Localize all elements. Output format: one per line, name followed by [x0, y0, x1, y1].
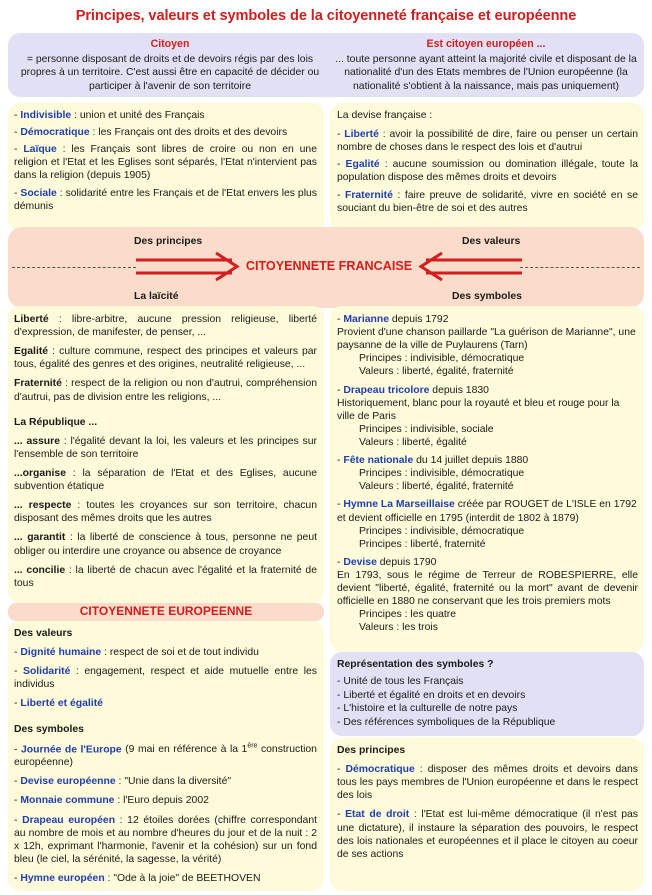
devise-liberte: - Liberté : avoir la possibilité de dire, faire ou penser un certain nombre de choses dans le respect des lois et d'autrui	[337, 129, 638, 154]
symbole-description: Provient d'une chanson paillarde "La guérison de Marianne", une paysanne de la ville de Puylaurens (Tarn)	[337, 327, 636, 352]
europe-valeur-term: Solidarité	[23, 666, 71, 678]
principe-ue-democratique: - Démocratique : disposer des mêmes droits et devoirs dans tous les pays membres de l'Union européenne et dans le respect des lois	[337, 764, 638, 802]
europe-symbole-hymne: - Hymne européen : "Ode à la joie" de BEETHOVEN	[14, 873, 261, 884]
devise-intro: La devise française :	[337, 110, 433, 121]
symbole-devise	[337, 556, 638, 635]
republique-text: : la liberté de chacun avec l'égalité et la fraternité de tous	[14, 564, 317, 589]
devise-term: Liberté	[344, 129, 379, 141]
europe-symbole-text: : "Unie dans la diversité"	[115, 776, 232, 788]
principe-ue-term: Etat de droit	[345, 809, 410, 821]
principe-text: : les Français sont libres de croire ou non en une religion et l'Etat et les Eglises sont séparés, l'Etat n'intervient pas dans la religion (depuis 1905)	[14, 144, 317, 182]
symbole-valeurs: Principes : liberté, fraternité	[359, 538, 486, 550]
citoyennete-europeenne-title: CITOYENNETE EUROPEENNE	[79, 604, 253, 618]
symbole-term: Fête nationale	[343, 455, 414, 467]
principe-text: : union et unité des Français	[71, 110, 205, 121]
europe-valeur-text: : engagement, respect et aide mutuelle entre les individus	[14, 666, 317, 691]
devise-text: : aucune soumission ou domination illégale, toute la population dispose des mêmes droits et devoirs	[337, 159, 638, 184]
europe-symbole-term: Monnaie commune	[20, 795, 115, 807]
representation-item: - Des références symboliques de la République	[337, 716, 556, 728]
citoyen-text: = personne disposant de droits et de devoirs régis par des lois propres à un territoire. C'est aussi être en capacité de décider ou participer à l'avenir de son territoire	[20, 54, 320, 92]
republique-term: ... assure	[14, 435, 60, 447]
symbole-term: Devise	[343, 556, 377, 568]
europe-valeur-term: Dignité humaine	[20, 647, 102, 659]
principe-term: Sociale	[20, 187, 57, 199]
republique-garantit	[14, 531, 317, 557]
representation-title: Représentation des symboles ?	[337, 659, 494, 670]
europe-valeur-solidarite: - Solidarité : engagement, respect et aide mutuelle entre les individus	[14, 666, 317, 691]
citoyennete-francaise-label: CITOYENNETE FRANCAISE	[245, 259, 413, 273]
symbole-marianne	[337, 313, 638, 379]
laicite-term: Fraternité	[14, 378, 62, 390]
europe-symbole-text: : "Ode à la joie" de BEETHOVEN	[104, 873, 261, 884]
principe-laique: - Laïque : les Français sont libres de croire ou non en une religion et l'Etat et les Eglises sont séparés, l'Etat n'intervient pas dans la religion (depuis 1905)	[14, 144, 317, 182]
europe-valeur-dignite: - Dignité humaine : respect de soi et de tout individu	[14, 647, 259, 659]
principe-term: Indivisible	[20, 110, 72, 121]
europe-symbole-devise: - Devise européenne : "Unie dans la diversité"	[14, 776, 232, 788]
principe-ue-text: : disposer des mêmes droits et devoirs dans tous les pays membres de l'Union européenne et dans le respect des lois	[337, 764, 638, 802]
europe-symbole-drapeau: - Drapeau européen : 12 étoiles dorées (chiffre correspondant au nombre de mois et au nombre d'heures du jour et de la nuit : 2 x 12h, exprimant l'harmonie, l'avenir et la cohésion) sur un fond bleu (le ciel, la sérénité, la sagesse, la vérité)	[14, 814, 317, 865]
laicite-liberte	[14, 313, 317, 339]
citoyen-definition	[14, 38, 326, 93]
devise-fraternite: - Fraternité : faire preuve de solidarité, vivre en société en se souciant du bien-être de soi et des autres	[337, 189, 638, 214]
symbole-rest: depuis 1790	[376, 556, 437, 568]
republique-term: ... respecte	[14, 500, 72, 512]
devise-term: Fraternité	[344, 189, 393, 201]
symbole-valeurs: Valeurs : les trois	[359, 622, 438, 634]
symbole-marseillaise	[337, 498, 638, 550]
symbole-description: En 1793, sous le régime de Terreur de ROBESPIERRE, elle devient "liberté, égalité, fraternité ou la mort" avant de devenir officielle en 1880 ne conservant que les trois premiers mots	[337, 569, 638, 608]
europe-valeurs-title: Des valeurs	[14, 628, 73, 639]
symbole-heading: - Hymne La Marseillaise créée par ROUGET de L'ISLE en 1792 et devient officielle en 1795 (interdit de 1802 à 1879)	[337, 499, 637, 524]
principes-ue-content	[337, 744, 638, 865]
symbole-fete-nationale	[337, 454, 638, 493]
europe-symbole-journee: - Journée de l'Europe (9 mai en référence à la 1ère construction européenne)	[14, 742, 317, 769]
republique-text: : l'égalité devant la loi, les valeurs et les principes sur l'ensemble de son territoire	[14, 435, 317, 460]
citoyen-europeen-definition	[332, 38, 640, 93]
republique-assure	[14, 435, 317, 461]
symbole-term: Drapeau tricolore	[343, 384, 430, 396]
citoyen-title: Citoyen	[150, 38, 190, 50]
citoyen-europeen-title: Est citoyen européen ...	[426, 38, 546, 50]
republique-title: La République ...	[14, 416, 98, 428]
principe-term: Démocratique	[20, 127, 90, 139]
principe-ue-term: Démocratique	[345, 764, 415, 776]
symbole-principes: Principes : les quatre	[359, 609, 457, 621]
page-title: Principes, valeurs et symboles de la citoyenneté française et européenne	[75, 8, 577, 24]
principe-ue-text: : l'Etat est lui-même démocratique (il n'est pas une dictature), il instaure la séparation des pouvoirs, le respect des lois nationales et européennes et il place le citoyen au coeur de ses actions	[337, 809, 638, 860]
symbole-heading: - Devise depuis 1790	[337, 556, 437, 568]
europe-symbole-term: Journée de l'Europe	[20, 744, 122, 756]
representation-item: - Unité de tous les Français	[337, 676, 464, 688]
band-label-principes: Des principes	[134, 236, 203, 247]
europe-symbole-monnaie: - Monnaie commune : l'Euro depuis 2002	[14, 795, 209, 807]
europe-content	[14, 627, 317, 889]
band-dashed-line-right	[520, 267, 640, 268]
devise-list	[337, 109, 638, 219]
europe-symbole-term: Hymne européen	[20, 873, 105, 884]
republique-organise	[14, 467, 317, 493]
devise-text: : avoir la possibilité de dire, faire ou penser un certain nombre de choses dans le respect des lois et d'autrui	[337, 129, 638, 154]
symbole-heading: - Marianne depuis 1792	[337, 314, 449, 325]
symbole-rest: du 14 juillet depuis 1880	[413, 455, 529, 467]
symbole-principes: Principes : indivisible, démocratique	[359, 353, 525, 365]
symbole-term: Marianne	[343, 314, 389, 325]
europe-symboles-title: Des symboles	[14, 723, 84, 735]
band-dashed-line-left	[12, 267, 136, 268]
citoyen-europeen-text: ... toute personne ayant atteint la majorité civile et disposant de la nationalité d'un des Etats membres de l'Union européenne (la nationalité s'obtient à la naissance, mais pas uniquement)	[335, 54, 637, 92]
arrow-right-icon	[136, 251, 240, 283]
principe-sociale: - Sociale : solidarité entre les Français et de l'Etat envers les plus démunis	[14, 187, 317, 212]
principes-ue-title: Des principes	[337, 745, 406, 756]
symbole-principes: Principes : indivisible, démocratique	[359, 468, 525, 480]
symbole-drapeau	[337, 384, 638, 450]
symbole-heading: - Fête nationale du 14 juillet depuis 1880	[337, 455, 529, 467]
devise-egalite: - Egalité : aucune soumission ou domination illégale, toute la population dispose des mêmes droits et devoirs	[337, 159, 638, 184]
europe-valeur-text: : respect de soi et de tout individu	[101, 647, 259, 659]
symbole-rest: depuis 1792	[388, 314, 449, 325]
republique-term: ... garantit	[14, 532, 66, 544]
laicite-fraternite	[14, 377, 317, 403]
symbole-description: Historiquement, blanc pour la royauté et bleu et rouge pour la ville de Paris	[337, 397, 620, 422]
symbole-rest: créée par ROUGET de L'ISLE en 1792 et devient officielle en 1795 (interdit de 1802 à 1879)	[337, 499, 637, 524]
republique-respecte	[14, 499, 317, 525]
band-label-valeurs: Des valeurs	[462, 236, 521, 247]
principes-list	[14, 109, 317, 217]
laicite-text: : culture commune, respect des principes et valeurs par tous, égalité des genres et des origines, neutralité religieuse, ...	[14, 346, 317, 371]
republique-concilie	[14, 564, 317, 590]
symbole-heading: - Drapeau tricolore depuis 1830	[337, 384, 489, 396]
symbole-principes: Principes : indivisible, sociale	[359, 423, 494, 435]
laicite-egalite	[14, 345, 317, 371]
principe-term: Laïque	[23, 144, 57, 156]
representation-item: - L'histoire et la culturelle de notre pays	[337, 703, 518, 715]
representation-content	[337, 658, 638, 729]
republique-text: : la séparation de l'Etat et des Eglises, aucune subvention étatique	[14, 467, 317, 493]
symbole-rest: depuis 1830	[429, 384, 489, 396]
principe-indivisible: - Indivisible : union et unité des Français	[14, 110, 205, 121]
laicite-content	[14, 313, 317, 594]
principe-text: : solidarité entre les Français et de l'Etat envers les plus démunis	[14, 187, 317, 212]
republique-text: : toutes les croyances sur son territoire, chacun disposant des mêmes droits que les autres	[14, 500, 317, 525]
europe-symbole-term: Drapeau européen	[22, 814, 116, 826]
europe-valeur-liberte: - Liberté et égalité	[14, 698, 103, 710]
republique-term: ... concilie	[14, 564, 66, 576]
principe-text: : les Français ont des droits et des devoirs	[89, 127, 288, 139]
representation-item: - Liberté et égalité en droits et en devoirs	[337, 689, 526, 701]
symbole-term: Hymne La Marseillaise	[343, 499, 455, 511]
symboles-content	[337, 313, 638, 635]
arrow-left-icon	[418, 251, 522, 283]
principe-ue-etat-de-droit: - Etat de droit : l'Etat est lui-même démocratique (il n'est pas une dictature), il instaure la séparation des pouvoirs, le respect des lois nationales et européennes et il place le citoyen au coeur de ses actions	[337, 809, 638, 860]
symbole-valeurs: Valeurs : liberté, égalité, fraternité	[359, 366, 514, 378]
europe-symbole-text: : l'Euro depuis 2002	[114, 795, 209, 807]
europe-symbole-text: (9 mai en référence à la 1ère construction européenne)	[14, 742, 317, 769]
symbole-principes: Principes : indivisible, démocratique	[359, 525, 525, 537]
europe-symbole-term: Devise européenne	[20, 776, 116, 788]
symbole-valeurs: Valeurs : liberté, égalité, fraternité	[359, 481, 514, 493]
devise-term: Egalité	[345, 159, 380, 171]
laicite-term: Liberté	[14, 314, 49, 325]
devise-text: : faire preuve de solidarité, vivre en société en se souciant du bien-être de soi et des autres	[337, 189, 638, 214]
band-label-symboles: Des symboles	[452, 291, 522, 302]
band-label-laicite: La laïcité	[134, 291, 179, 302]
republique-text: : la liberté de conscience à tous, personne ne peut obliger ou interdire une croyance ou absence de croyance	[14, 532, 317, 557]
laicite-text: : libre-arbitre, aucune pression religieuse, liberté d'expression, de manifester, de penser, ...	[14, 314, 317, 339]
symbole-valeurs: Valeurs : liberté, égalité	[359, 436, 467, 448]
principe-democratique: - Démocratique : les Français ont des droits et des devoirs	[14, 127, 288, 139]
laicite-term: Egalité	[14, 346, 49, 358]
republique-term: ...organise	[14, 467, 66, 479]
europe-valeur-term: Liberté et égalité	[20, 698, 103, 710]
laicite-text: : respect de la religion ou non d'autrui, compréhension d'autrui, pas de division entre les religions, ...	[14, 378, 317, 403]
europe-symbole-text: : 12 étoiles dorées (chiffre correspondant au nombre de mois et au nombre d'heures du jour et de la nuit : 2 x 12h, exprimant l'harmonie, l'avenir et la cohésion) sur un fond bleu (le ciel, la sérénité, la sagesse, la vérité)	[14, 814, 317, 865]
